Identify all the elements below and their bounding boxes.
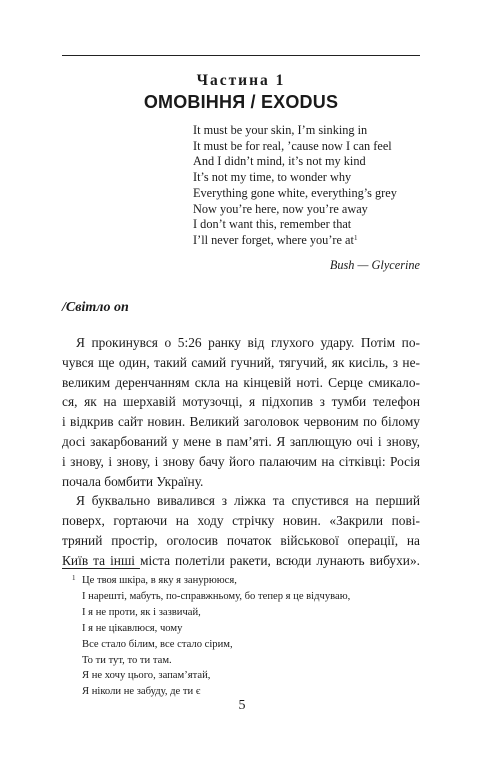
footnote-line: Я ніколи не забуду, де ти є [82,686,201,698]
footnote-line: І нарешті, мабуть, по-справжньому, бо тепер я це відчуваю, [82,590,351,602]
body-line: великим деренчанням скла на кінцевій ноті. Серце смикало- [62,374,420,390]
body-line: поверх, гортаючи на ходу стрічку новин. «Закрили пові- [62,513,420,529]
page-number: 5 [238,698,246,713]
epigraph-line: It must be for real, ’cause now I can feel [193,138,392,153]
epigraph-line: It must be your skin, I’m sinking in [193,123,368,137]
body-line: Я буквально вивалився з ліжка та спустився на перший [76,493,420,509]
body-line: чувся ще один, такий самий гучний, тягучий, як кисіль, з не- [62,354,420,370]
epigraph-attribution: Bush — Glycerine [329,258,420,272]
body-text [62,333,420,571]
body-line: почала бомбити Україну. [62,473,204,489]
chapter-title: ОМОВІННЯ / EXODUS [143,92,339,112]
epigraph-line: Now you’re here, now you’re away [193,201,368,216]
part-label: Частина 1 [196,72,286,89]
footnote-line: Це твоя шкіра, в яку я занурююся, [82,575,237,586]
footnote-reference[interactable]: 1 [353,233,358,242]
epigraph-line-last [193,233,423,249]
epigraph-line: It’s not my time, to wonder why [193,170,352,185]
epigraph-line-text: I’ll never forget, where you’re at [193,232,354,247]
body-line: тряний простір, оголосив початок військової операції, на [62,532,420,548]
epigraph-line: I don’t want this, remember that [193,217,352,232]
body-line: і відкрив сайт новин. Великий заголовок червоним по білому [62,414,420,430]
epigraph-line: Everything gone white, everything’s grey [193,185,397,200]
footnote-line: То ти тут, то ти там. [82,654,172,666]
footnote-line: І я не проти, як і зазвичай, [82,606,201,618]
section-heading: /Світло оn [62,300,129,315]
footnote-rule [62,568,140,569]
body-line: і знову, і знову, і знову бачу його палаючим на сітківці: Росія [62,453,420,469]
body-line: Я прокинувся о 5:26 ранку від глухого удару. Потім по- [76,335,420,350]
footnote-line: Я не хочу цього, запам’ятай, [82,670,211,682]
footnote-line: І я не цікавлюся, чому [82,622,183,634]
epigraph-line: And I didn’t mind, it’s not my kind [193,154,366,169]
body-line: досі закарбований у мене в пам’яті. Я заплющую очі і знову, [62,433,420,449]
header-rule [62,55,420,56]
footnote-line: Все стало білим, все стало сірим, [82,638,233,650]
body-line: Київ та інші міста полетіли ракети, всюди лунають вибухи». [62,552,420,568]
body-line: ся, як на шерхавій мотузочці, я підхопив з тумби телефон [62,394,420,410]
epigraph [193,123,423,249]
footnote-number: 1 [72,574,76,582]
footnote-lines [82,573,350,700]
